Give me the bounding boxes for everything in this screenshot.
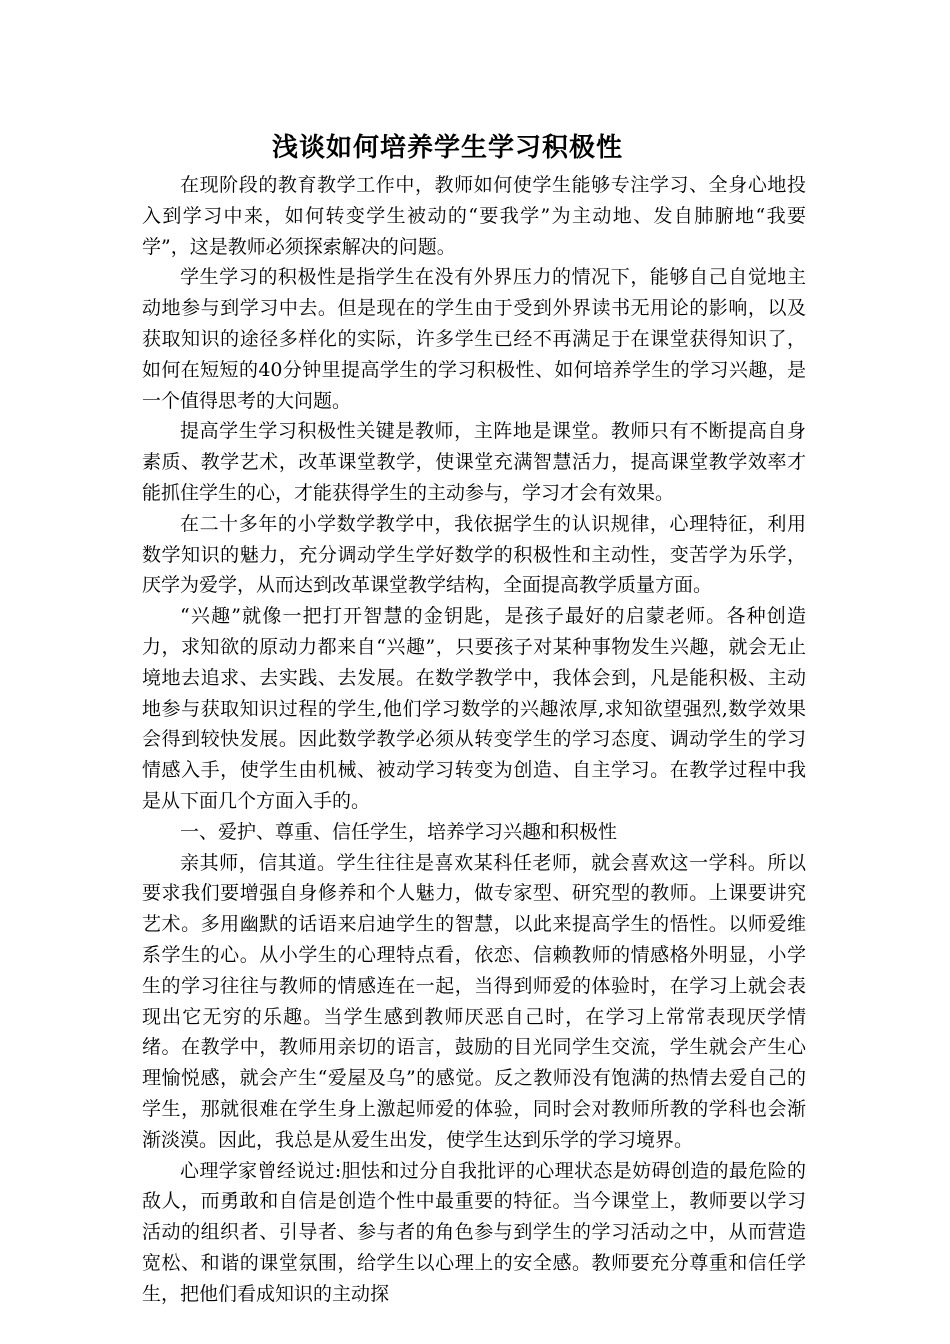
paragraph-7: 心理学家曾经说过:胆怯和过分自我批评的心理状态是妨碍创造的最危险的敌人，而勇敢和自信是创造个性中最重要的特征。当今课堂上，教师要以学习活动的组织者、引导者、参与者的角色参与到学生的学习活动之中，从而营造宽松、和谐的课堂氛围，给学生以心理上的安全感。教师要充分尊重和信任学生，把他们看成知识的主动探 <box>142 1159 806 1305</box>
paragraph-2: 学生学习的积极性是指学生在没有外界压力的情况下，能够自己自觉地主动地参与到学习中去。但是现在的学生由于受到外界读书无用论的影响，以及获取知识的途径多样化的实际，许多学生已经不再满足于在课堂获得知识了，如何在短短的40分钟里提高学生的学习积极性、如何培养学生的学习兴趣，是一个值得思考的大问题。 <box>142 266 806 412</box>
document-body <box>142 170 806 1309</box>
document-title: 浅谈如何培养学生学习积极性 <box>271 133 623 163</box>
paragraph-4: 在二十多年的小学数学教学中，我依据学生的认识规律，心理特征，利用数学知识的魅力，充分调动学生学好数学的积极性和主动性，变苦学为乐学，厌学为爱学，从而达到改革课堂教学结构，全面提高教学质量方面。 <box>142 512 806 597</box>
paragraph-6: 亲其师，信其道。学生往往是喜欢某科任老师，就会喜欢这一学科。所以要求我们要增强自身修养和个人魅力，做专家型、研究型的教师。上课要讲究艺术。多用幽默的话语来启迪学生的智慧，以此来提高学生的悟性。以师爱维系学生的心。从小学生的心理特点看，依恋、信赖教师的情感格外明显，小学生的学习往往与教师的情感连在一起，当得到师爱的体验时，在学习上就会表现出它无穷的乐趣。当学生感到教师厌恶自己时，在学习上常常表现厌学情绪。在教学中，教师用亲切的语言，鼓励的目光同学生交流，学生就会产生心理愉悦感，就会产生“爱屋及乌”的感觉。反之教师没有饱满的热情去爱自己的学生，那就很难在学生身上激起师爱的体验，同时会对教师所教的学科也会渐渐淡漠。因此，我总是从爱生出发，使学生达到乐学的学习境界。 <box>142 851 806 1151</box>
paragraph-1: 在现阶段的教育教学工作中，教师如何使学生能够专注学习、全身心地投入到学习中来，如何转变学生被动的“要我学”为主动地、发自肺腑地“我要学”，这是教师必须探索解决的问题。 <box>142 174 806 258</box>
section-heading-1: 一、爱护、尊重、信任学生，培养学习兴趣和积极性 <box>180 820 618 843</box>
paragraph-3: 提高学生学习积极性关键是教师，主阵地是课堂。教师只有不断提高自身素质、教学艺术，改革课堂教学，使课堂充满智慧活力，提高课堂教学效率才能抓住学生的心，才能获得学生的主动参与，学习才会有效果。 <box>142 420 806 504</box>
paragraph-5: “兴趣”就像一把打开智慧的金钥匙，是孩子最好的启蒙老师。各种创造力，求知欲的原动力都来自“兴趣”，只要孩子对某种事物发生兴趣，就会无止境地去追求、去实践、去发展。在数学教学中，我体会到，凡是能积极、主动地参与获取知识过程的学生,他们学习数学的兴趣浓厚,求知欲望强烈,数学效果会得到较快发展。因此数学教学必须从转变学生的学习态度、调动学生的学习情感入手，使学生由机械、被动学习转变为创造、自主学习。在教学过程中我是从下面几个方面入手的。 <box>142 605 806 812</box>
